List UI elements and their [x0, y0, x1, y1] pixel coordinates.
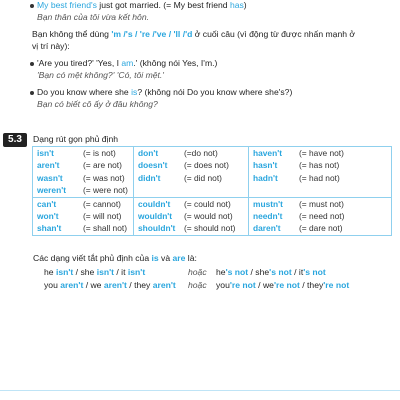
section-number-badge: 5.3 [3, 133, 27, 147]
translation-where-she-is: Bạn có biết cô ấy ở đâu không? [37, 99, 158, 109]
intro-line-1: Bạn không thể dùng 'm /'s / 're /'ve / 'll /'d ở cuối câu (vì động từ được nhấn mạnh ở [32, 29, 356, 39]
table-cell: don't (=do not) doesn't (= does not) didn't (= did not) [134, 147, 249, 198]
table-cell: couldn't (= could not) wouldn't (= would not) shouldn't (= should not) [134, 197, 249, 235]
example-married: My best friend's just got married. (= My best friend has) [37, 0, 247, 10]
alt-line-arent: you aren't / we aren't / they aren't [44, 280, 176, 290]
alt-or-1: hoặc [188, 267, 207, 277]
translation-tired: 'Bạn có mệt không?' 'Có, tôi mệt.' [37, 70, 164, 80]
alt-or-2: hoặc [188, 280, 207, 290]
example-where-she-is: Do you know where she is? (không nói Do you know where she's?) [37, 87, 293, 97]
table-cell: can't (= cannot) won't (= will not) shan't (= shall not) [33, 197, 134, 235]
bullet-dot [30, 4, 34, 8]
table-cell: isn't (= is not) aren't (= are not) wasn't (= was not) weren't (= were not) [33, 147, 134, 198]
alt-heading: Các dạng viết tắt phủ định của is và are là: [33, 253, 197, 263]
example-tired: 'Are you tired?' 'Yes, I am.' (không nói Yes, I'm.) [37, 58, 218, 68]
alt-line-isnt: he isn't / she isn't / it isn't [44, 267, 146, 277]
bullet-dot [30, 91, 34, 95]
page-bottom-rule [0, 390, 400, 391]
table-cell: mustn't (= must not) needn't (= need not) daren't (= dare not) [249, 197, 392, 235]
table-row [33, 147, 392, 198]
bullet-dot [30, 62, 34, 66]
section-title: Dạng rút gọn phủ định [33, 134, 119, 144]
table-row [33, 197, 392, 235]
alt-line-s-not: he's not / she's not / it's not [216, 267, 326, 277]
negative-contractions-table [32, 146, 392, 236]
table-cell: haven't (= have not) hasn't (= has not) hadn't (= had not) [249, 147, 392, 198]
alt-line-re-not: you're not / we're not / they're not [216, 280, 350, 290]
translation-married: Bạn thân của tôi vừa kết hôn. [37, 12, 149, 22]
intro-line-2: vị trí này): [32, 41, 70, 51]
